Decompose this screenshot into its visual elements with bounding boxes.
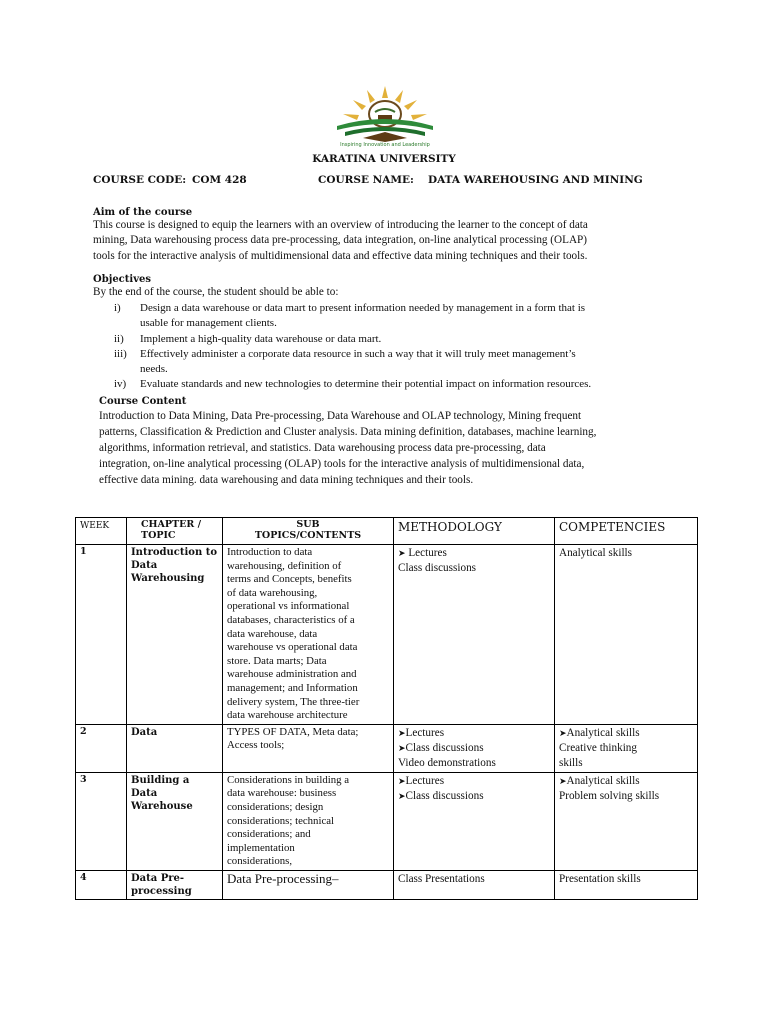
objective-item xyxy=(92,347,682,378)
course-name-label: COURSE NAME: xyxy=(318,174,414,186)
table-row xyxy=(76,545,698,725)
course-code: COM 428 xyxy=(192,174,247,186)
row-chapter-line: Warehousing xyxy=(131,573,205,584)
table-row xyxy=(76,724,698,772)
row-subtopics xyxy=(223,724,394,772)
methodology-text: Class discussions xyxy=(405,741,484,754)
row-week: 4 xyxy=(76,870,127,899)
row-sub-line: Introduction to data xyxy=(227,546,313,558)
objective-number: iv) xyxy=(114,378,127,391)
row-chapter-line: Data xyxy=(131,726,158,738)
row-competencies xyxy=(555,772,698,870)
aim-line: tools for the interactive analysis of multidimensional data and effective data mining techniques and their tools. xyxy=(93,249,588,262)
row-methodology xyxy=(394,772,555,870)
arrow-bullet-icon: ➤ xyxy=(398,548,406,558)
competency-item: Creative thinking xyxy=(559,741,637,754)
row-methodology xyxy=(394,545,555,725)
row-competencies xyxy=(555,870,698,899)
objective-item xyxy=(92,377,682,392)
row-sub-line: databases, characteristics of a xyxy=(227,613,355,626)
objective-line: Implement a high-quality data warehouse or data mart. xyxy=(140,332,382,345)
objectives-list xyxy=(92,301,682,393)
methodology-item xyxy=(398,726,550,741)
arrow-bullet-icon: ➤ xyxy=(398,790,406,801)
row-chapter xyxy=(127,724,223,772)
objective-line: usable for management clients. xyxy=(140,317,277,330)
row-sub-line: Considerations in building a xyxy=(227,773,350,786)
objective-number: i) xyxy=(114,302,121,314)
content-text xyxy=(99,408,699,488)
methodology-item xyxy=(398,741,550,756)
row-chapter-line: Data Pre- xyxy=(131,872,185,884)
row-chapter-line: Building a xyxy=(131,774,190,786)
objective-line: Effectively administer a corporate data resource in such a way that it will truly meet management’s xyxy=(140,347,576,360)
objective-item xyxy=(92,301,682,332)
row-sub-line: warehouse vs operational data xyxy=(227,641,358,654)
content-line: Introduction to Data Mining, Data Pre-processing, Data Warehouse and OLAP technology, Mining frequent xyxy=(99,410,582,422)
university-name: KARATINA UNIVERSITY xyxy=(312,153,456,165)
competency-text: Analytical skills xyxy=(566,774,640,787)
row-week: 3 xyxy=(76,772,127,870)
methodology-item xyxy=(398,774,550,789)
row-sub-line: considerations; design xyxy=(227,800,324,813)
competency-item: skills xyxy=(559,756,583,769)
competency-item: Presentation skills xyxy=(559,872,641,885)
content-line: effective data mining. data warehousing and data mining techniques and their tools. xyxy=(99,474,474,487)
row-competencies xyxy=(555,724,698,772)
content-heading: Course Content xyxy=(99,396,187,407)
row-chapter-line: Warehouse xyxy=(131,800,193,812)
objectives-intro: By the end of the course, the student should be able to: xyxy=(93,286,339,298)
header-chapter-line: CHAPTER / xyxy=(141,519,202,530)
table-row xyxy=(76,870,698,899)
content-line: patterns, Classification & Prediction and Cluster analysis. Data mining definition, databases, machine learning, xyxy=(99,426,597,439)
row-methodology xyxy=(394,724,555,772)
objective-item xyxy=(92,332,682,347)
arrow-bullet-icon: ➤ xyxy=(398,742,406,753)
aim-line: This course is designed to equip the learners with an overview of introducing the learner to the concept of data xyxy=(93,219,588,231)
header-methodology: METHODOLOGY xyxy=(394,518,555,545)
objective-number: ii) xyxy=(114,332,124,345)
objective-line: Evaluate standards and new technologies to determine their potential impact on information resources. xyxy=(140,378,592,391)
course-schedule-table xyxy=(75,517,698,900)
table-row xyxy=(76,772,698,870)
table-header-row xyxy=(76,518,698,545)
methodology-text: Video demonstrations xyxy=(398,756,496,769)
competency-item xyxy=(559,726,693,741)
arrow-bullet-icon: ➤ xyxy=(398,775,406,786)
row-chapter-line: Data xyxy=(131,560,158,571)
methodology-item xyxy=(398,756,550,771)
methodology-text: Lectures xyxy=(405,547,447,559)
objective-line: Design a data warehouse or data mart to present information needed by management in a form that is xyxy=(140,302,586,314)
row-sub-line: warehousing, definition of xyxy=(227,559,342,572)
header-chapter-line: TOPIC xyxy=(141,530,176,541)
content-line: algorithms, information retrieval, and statistics. Data warehousing process data pre-processing, data xyxy=(99,442,546,455)
header-subtopics-line: SUB xyxy=(296,519,320,530)
course-name: DATA WAREHOUSING AND MINING xyxy=(428,174,643,186)
aim-line: mining, Data warehousing process data pre-processing, data integration, on-line analytical processing (OLAP) xyxy=(93,234,587,247)
row-sub-line: terms and Concepts, benefits xyxy=(227,573,352,586)
objectives-heading: Objectives xyxy=(93,274,151,285)
row-methodology xyxy=(394,870,555,899)
objective-line: needs. xyxy=(140,363,168,376)
methodology-text: Class discussions xyxy=(405,789,484,802)
competency-item: Analytical skills xyxy=(559,547,633,559)
row-sub-line: Data Pre-processing– xyxy=(227,870,339,886)
row-sub-line: store. Data marts; Data xyxy=(227,654,327,667)
row-sub-line: Access tools; xyxy=(227,739,285,752)
methodology-item xyxy=(398,561,550,576)
row-chapter xyxy=(127,772,223,870)
row-sub-line: delivery system, The three-tier xyxy=(227,695,360,708)
row-week: 2 xyxy=(76,724,127,772)
row-subtopics xyxy=(223,545,394,725)
methodology-item xyxy=(398,789,550,804)
row-sub-line: considerations, xyxy=(227,855,293,868)
row-sub-line: considerations; technical xyxy=(227,814,335,827)
row-chapter xyxy=(127,870,223,899)
row-sub-line: data warehouse: business xyxy=(227,787,337,800)
methodology-item xyxy=(398,546,550,561)
arrow-bullet-icon: ➤ xyxy=(559,775,567,786)
row-sub-line: management; and Information xyxy=(227,681,358,694)
row-sub-line: data warehouse, data xyxy=(227,627,318,640)
arrow-bullet-icon: ➤ xyxy=(559,727,567,738)
methodology-text: Lectures xyxy=(405,774,445,787)
row-subtopics xyxy=(223,870,394,899)
objective-number: iii) xyxy=(114,347,127,360)
header-subtopics xyxy=(223,518,394,545)
arrow-bullet-icon: ➤ xyxy=(398,727,406,738)
row-sub-line: considerations; and xyxy=(227,828,311,841)
methodology-text: Lectures xyxy=(405,726,445,739)
course-code-label: COURSE CODE: xyxy=(93,174,187,186)
header-chapter xyxy=(127,518,223,545)
row-competencies xyxy=(555,545,698,725)
header-week: WEEK xyxy=(76,518,127,545)
content-line: integration, on-line analytical processing (OLAP) tools for the interactive analysis of multidimensional data, xyxy=(99,458,585,471)
logo-tagline: Inspiring Innovation and Leadership xyxy=(340,142,430,148)
row-chapter-line: Data xyxy=(131,787,158,799)
header-competencies: COMPETENCIES xyxy=(555,518,698,545)
row-sub-line: warehouse administration and xyxy=(227,668,357,681)
row-chapter-line: Introduction to xyxy=(131,547,217,558)
row-chapter xyxy=(127,545,223,725)
row-sub-line: operational vs informational xyxy=(227,600,350,613)
row-week: 1 xyxy=(76,545,127,725)
aim-heading: Aim of the course xyxy=(93,207,193,218)
row-sub-line: of data warehousing, xyxy=(227,586,318,599)
row-subtopics xyxy=(223,772,394,870)
header-subtopics-line: TOPICS/CONTENTS xyxy=(254,530,362,541)
row-sub-line: data warehouse architecture xyxy=(227,709,348,722)
row-sub-line: implementation xyxy=(227,841,295,854)
competency-item xyxy=(559,774,693,789)
aim-text xyxy=(93,218,693,264)
methodology-item: Class Presentations xyxy=(398,872,485,885)
row-sub-line: TYPES OF DATA, Meta data; xyxy=(227,725,359,738)
row-chapter-line: processing xyxy=(131,885,192,897)
competency-text: Analytical skills xyxy=(566,726,640,739)
methodology-text: Class discussions xyxy=(398,562,477,574)
competency-item: Problem solving skills xyxy=(559,789,660,802)
